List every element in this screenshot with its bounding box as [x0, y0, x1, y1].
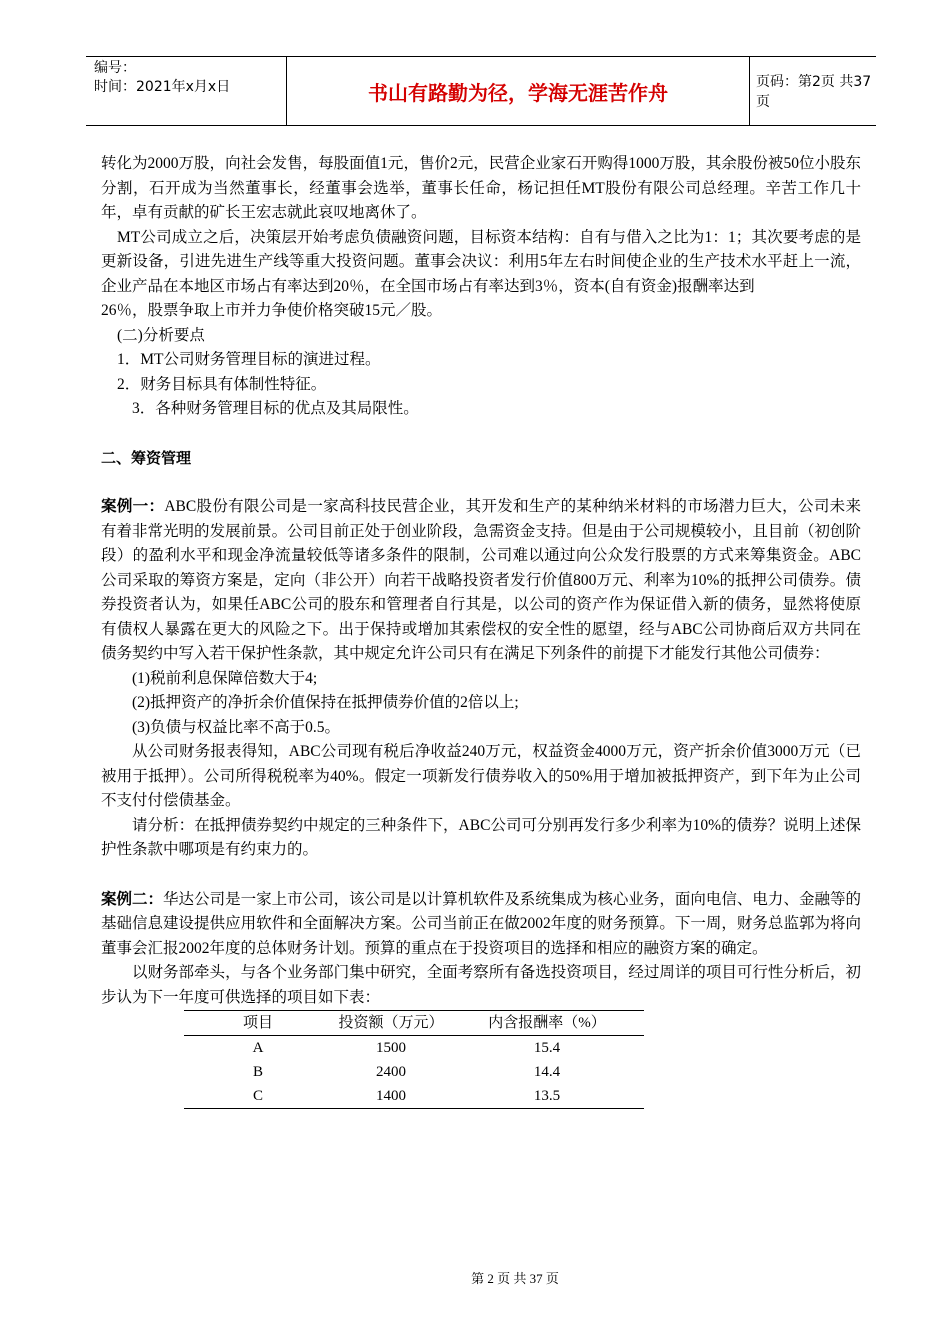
table-row — [184, 1084, 644, 1109]
table-cell: C — [252, 1088, 263, 1104]
table-cell: 13.5 — [533, 1088, 561, 1104]
analysis-item: 2．财务目标具有体制性特征。 — [117, 375, 327, 393]
header-number-label: 编号： — [94, 60, 136, 76]
condition-item: (1)税前利息保障倍数大于4; — [132, 669, 318, 687]
page-header — [86, 56, 876, 126]
analysis-title: (二)分析要点 — [117, 326, 205, 344]
case-label: 案例二： — [101, 889, 164, 908]
case-text: 华达公司是一家上市公司，该公司是以计算机软件及系统集成为核心业务，面向电信、电力、金融等的基础信息建设提供应用软件和全面解决方案。公司当前正在做2002年度的财务预算。下一周，财务总监郭为将向董事会汇报2002年度的总体财务计划。预算的重点在于投资项目的选择和相应的融资方案的确定。 — [101, 890, 861, 957]
table-row — [184, 1060, 644, 1084]
case-paragraph — [101, 887, 861, 962]
project-table — [184, 1010, 644, 1109]
table-header-cell: 内含报酬率（%） — [488, 1015, 606, 1031]
table-cell: 2400 — [376, 1064, 406, 1080]
table-header-row — [184, 1011, 644, 1036]
header-page-info: 页码：第2页 共37页 — [756, 74, 872, 110]
case-paragraph — [101, 494, 861, 667]
case-label: 案例一： — [101, 497, 165, 515]
question-paragraph: 请分析：在抵押债券契约中规定的三种条件下，ABC公司可分别再发行多少利率为10%的债券？说明上述保护性条款中哪项是有约束力的。 — [101, 816, 861, 858]
table-cell: 1400 — [376, 1088, 406, 1104]
table-cell: 1500 — [376, 1040, 406, 1056]
analysis-item: 3．各种财务管理目标的优点及其局限性。 — [132, 400, 419, 417]
paragraph: 从公司财务报表得知，ABC公司现有税后净收益240万元，权益资金4000万元，资产折余价值3000万元（已被用于抵押）。公司所得税税率为40%。假定一项新发行债券收入的50%用于增加被抵押资产，到下年为止公司不支付付偿债基金。 — [101, 743, 861, 809]
paragraph: 转化为2000万股，向社会发售，每股面值1元，售价2元，民营企业家石开购得1000万股，其余股份被50位小股东分割，石开成为当然董事长，经董事会选举，董事长任命，杨记担任MT股份有限公司总经理。辛苦工作几十年，卓有贡献的矿长王宏志就此哀叹地离休了。 — [101, 155, 861, 221]
paragraph: 以财务部牵头，与各个业务部门集中研究，全面考察所有备选投资项目，经过周详的项目可行性分析后，初步认为下一年度可供选择的项目如下表： — [101, 964, 861, 1006]
condition-item: (3)负债与权益比率不高于0.5。 — [132, 718, 340, 736]
document-body — [101, 152, 861, 1109]
table-row — [184, 1036, 644, 1061]
table-header-cell: 项目 — [242, 1015, 273, 1031]
case-text: ABC股份有限公司是一家高科技民营企业，其开发和生产的某种纳米材料的市场潜力巨大，公司未来有着非常光明的发展前景。公司目前正处于创业阶段，急需资金支持。但是由于公司规模较小，且目前（初创阶段）的盈利水平和现金净流量较低等诸多条件的限制，公司难以通过向公众发行股票的方式来筹集资金。ABC公司采取的筹资方案是，定向（非公开）向若干战略投资者发行价值800万元、利率为10%的抵押公司债券。债券投资者认为，如果任ABC公司的股东和管理者自行其是，以公司的资产作为保证借入新的债务，显然将使原有债权人暴露在更大的风险之下。出于保持或增加其索偿权的安全性的愿望，经与ABC公司协商后双方共同在债务契约中写入若干保护性条款，其中规定允许公司只有在满足下列条件的前提下才能发行其他公司债券： — [101, 498, 861, 662]
table-cell: 15.4 — [533, 1040, 561, 1056]
header-meta — [94, 57, 284, 125]
table-cell: 14.4 — [533, 1064, 561, 1080]
paragraph: 26％，股票争取上市并力争使价格突破15元／股。 — [101, 302, 443, 319]
section-title: 二、筹资管理 — [101, 448, 192, 467]
condition-item: (2)抵押资产的净折余价值保持在抵押债券价值的2倍以上; — [132, 694, 519, 711]
header-time-label: 时间：2021年x月x日 — [94, 79, 231, 95]
table-header-cell: 投资额（万元） — [338, 1015, 444, 1031]
table-cell: B — [252, 1064, 263, 1080]
header-motto: 书山有路勤为径，学海无涯苦作舟 — [286, 57, 750, 125]
paragraph: MT公司成立之后，决策层开始考虑负债融资问题，目标资本结构：自有与借入之比为1：1；其次要考虑的是更新设备，引进先进生产线等重大投资问题。董事会决议：利用5年左右时间使企业的生产技术水平赶上一流，企业产品在本地区市场占有率达到20％，在全国市场占有率达到3％，资本(自有资金)报酬率达到 — [101, 228, 861, 295]
page-footer: 第 2 页 共 37 页 — [471, 1271, 559, 1286]
table-cell: A — [252, 1040, 264, 1056]
analysis-item: 1．MT公司财务管理目标的演进过程。 — [117, 351, 381, 368]
